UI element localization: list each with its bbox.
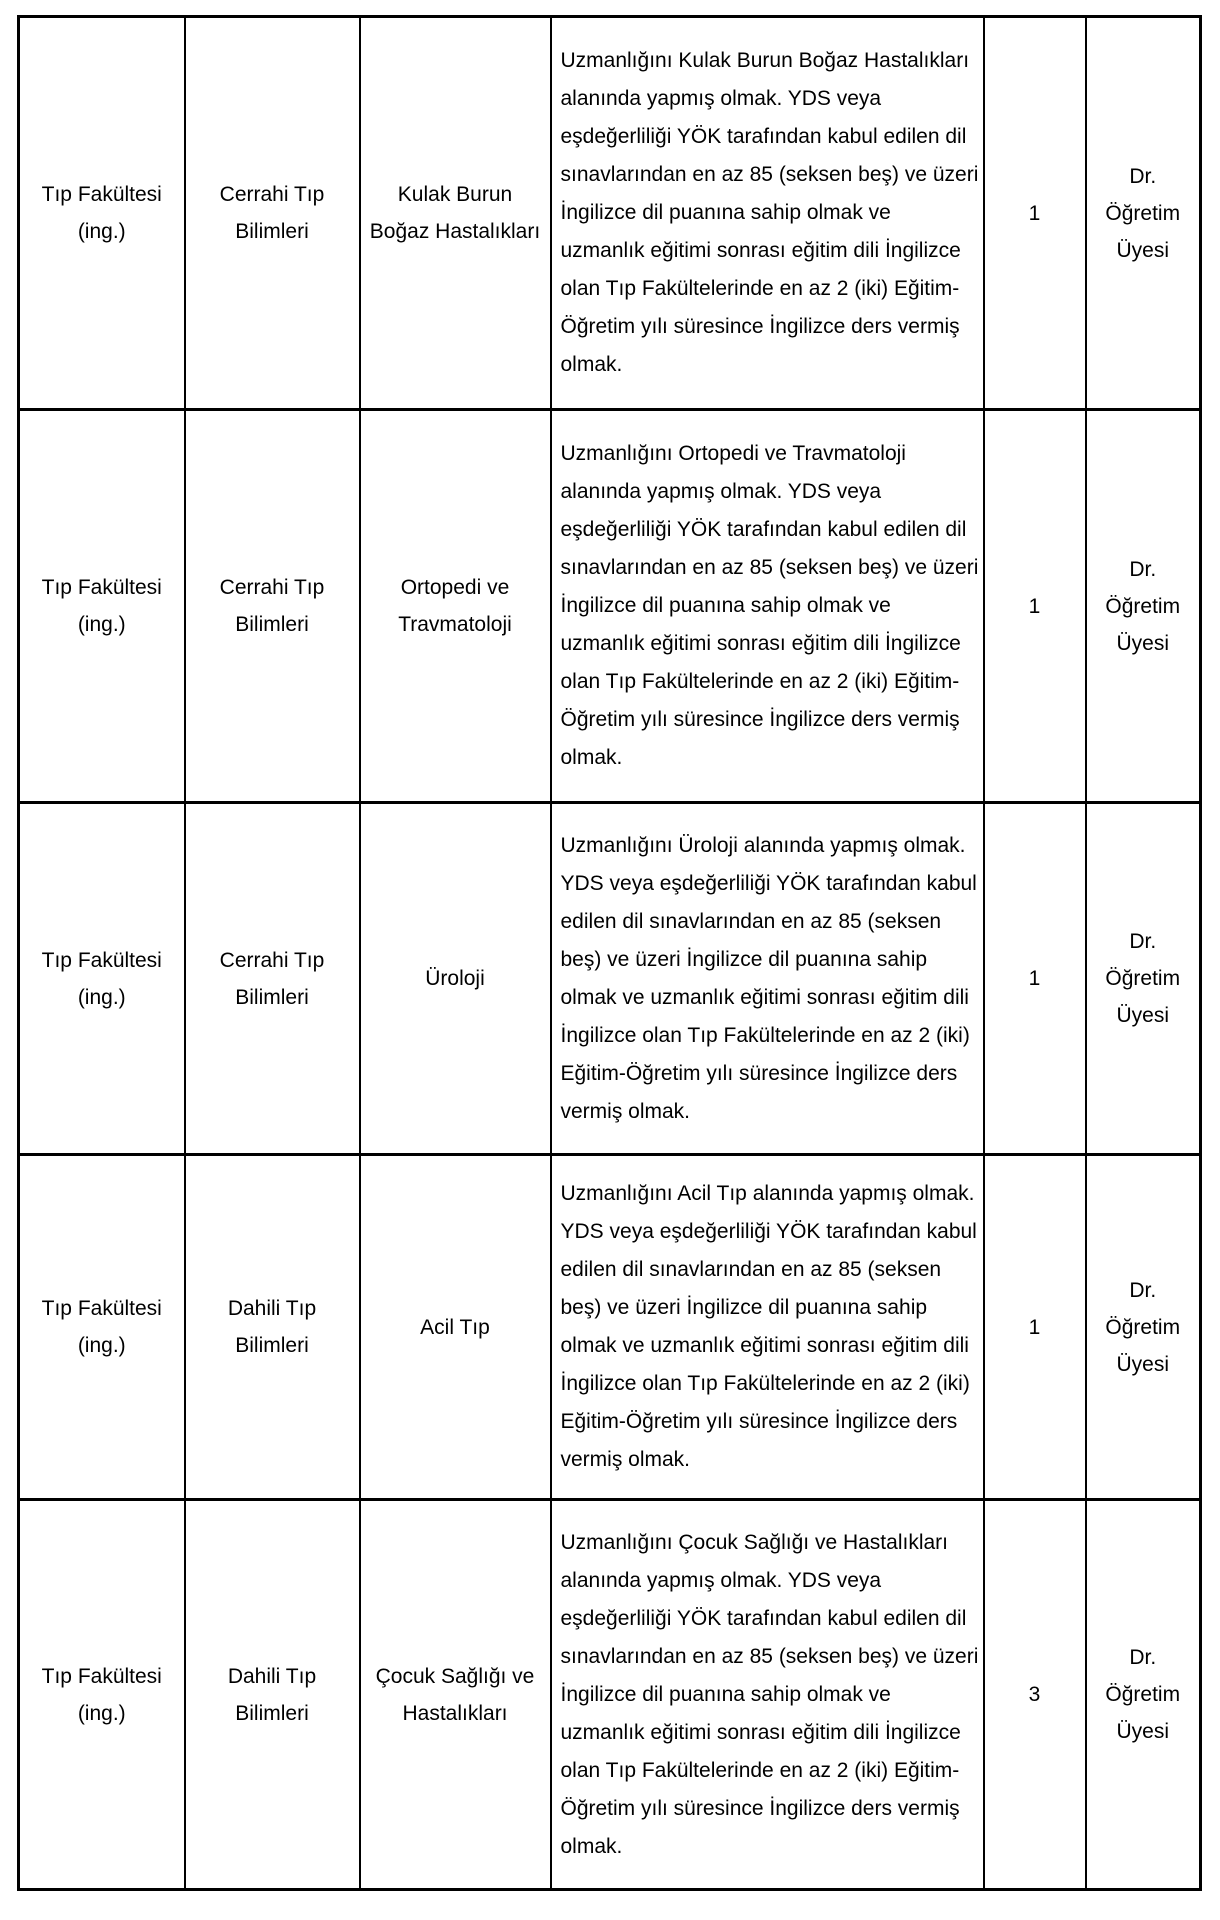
table-row xyxy=(19,803,1201,1155)
academic-positions-table xyxy=(17,15,1202,1891)
requirements-cell: Uzmanlığını Acil Tıp alanında yapmış olmak. YDS veya eşdeğerliliği YÖK tarafından kabul edilen dil sınavlarından en az 85 (seksen beş) ve üzeri İngilizce dil puanına sahip olmak ve uzmanlık eğitimi sonrası eğitim dili İngilizce olan Tıp Fakültelerinde en az 2 (iki) Eğitim-Öğretim yılı süresince İngilizce ders vermiş olmak. xyxy=(551,1155,984,1500)
table-row xyxy=(19,1500,1201,1890)
department-cell: Dahili Tıp Bilimleri xyxy=(185,1500,360,1890)
table-row xyxy=(19,410,1201,803)
program-cell: Acil Tıp xyxy=(360,1155,551,1500)
quota-cell: 1 xyxy=(984,1155,1086,1500)
faculty-cell: Tıp Fakültesi (ing.) xyxy=(19,17,185,410)
table-row xyxy=(19,17,1201,410)
requirements-cell: Uzmanlığını Çocuk Sağlığı ve Hastalıkları alanında yapmış olmak. YDS veya eşdeğerliliği YÖK tarafından kabul edilen dil sınavlarından en az 85 (seksen beş) ve üzeri İngilizce dil puanına sahip olmak ve uzmanlık eğitimi sonrası eğitim dili İngilizce olan Tıp Fakültelerinde en az 2 (iki) Eğitim-Öğretim yılı süresince İngilizce ders vermiş olmak. xyxy=(551,1500,984,1890)
faculty-cell: Tıp Fakültesi (ing.) xyxy=(19,803,185,1155)
requirements-cell: Uzmanlığını Üroloji alanında yapmış olmak. YDS veya eşdeğerliliği YÖK tarafından kabul edilen dil sınavlarından en az 85 (seksen beş) ve üzeri İngilizce dil puanına sahip olmak ve uzmanlık eğitimi sonrası eğitim dili İngilizce olan Tıp Fakültelerinde en az 2 (iki) Eğitim-Öğretim yılı süresince İngilizce ders vermiş olmak. xyxy=(551,803,984,1155)
title-cell: Dr. Öğretim Üyesi xyxy=(1086,410,1201,803)
quota-cell: 3 xyxy=(984,1500,1086,1890)
faculty-cell: Tıp Fakültesi (ing.) xyxy=(19,1155,185,1500)
quota-cell: 1 xyxy=(984,410,1086,803)
department-cell: Cerrahi Tıp Bilimleri xyxy=(185,803,360,1155)
title-cell: Dr. Öğretim Üyesi xyxy=(1086,1500,1201,1890)
title-cell: Dr. Öğretim Üyesi xyxy=(1086,803,1201,1155)
department-cell: Dahili Tıp Bilimleri xyxy=(185,1155,360,1500)
program-cell: Ortopedi ve Travmatoloji xyxy=(360,410,551,803)
faculty-cell: Tıp Fakültesi (ing.) xyxy=(19,410,185,803)
title-cell: Dr. Öğretim Üyesi xyxy=(1086,1155,1201,1500)
title-cell: Dr. Öğretim Üyesi xyxy=(1086,17,1201,410)
quota-cell: 1 xyxy=(984,17,1086,410)
program-cell: Kulak Burun Boğaz Hastalıkları xyxy=(360,17,551,410)
department-cell: Cerrahi Tıp Bilimleri xyxy=(185,17,360,410)
program-cell: Çocuk Sağlığı ve Hastalıkları xyxy=(360,1500,551,1890)
program-cell: Üroloji xyxy=(360,803,551,1155)
quota-cell: 1 xyxy=(984,803,1086,1155)
department-cell: Cerrahi Tıp Bilimleri xyxy=(185,410,360,803)
requirements-cell: Uzmanlığını Kulak Burun Boğaz Hastalıkları alanında yapmış olmak. YDS veya eşdeğerliliği YÖK tarafından kabul edilen dil sınavlarından en az 85 (seksen beş) ve üzeri İngilizce dil puanına sahip olmak ve uzmanlık eğitimi sonrası eğitim dili İngilizce olan Tıp Fakültelerinde en az 2 (iki) Eğitim-Öğretim yılı süresince İngilizce ders vermiş olmak. xyxy=(551,17,984,410)
faculty-cell: Tıp Fakültesi (ing.) xyxy=(19,1500,185,1890)
table-row xyxy=(19,1155,1201,1500)
requirements-cell: Uzmanlığını Ortopedi ve Travmatoloji alanında yapmış olmak. YDS veya eşdeğerliliği YÖK tarafından kabul edilen dil sınavlarından en az 85 (seksen beş) ve üzeri İngilizce dil puanına sahip olmak ve uzmanlık eğitimi sonrası eğitim dili İngilizce olan Tıp Fakültelerinde en az 2 (iki) Eğitim-Öğretim yılı süresince İngilizce ders vermiş olmak. xyxy=(551,410,984,803)
